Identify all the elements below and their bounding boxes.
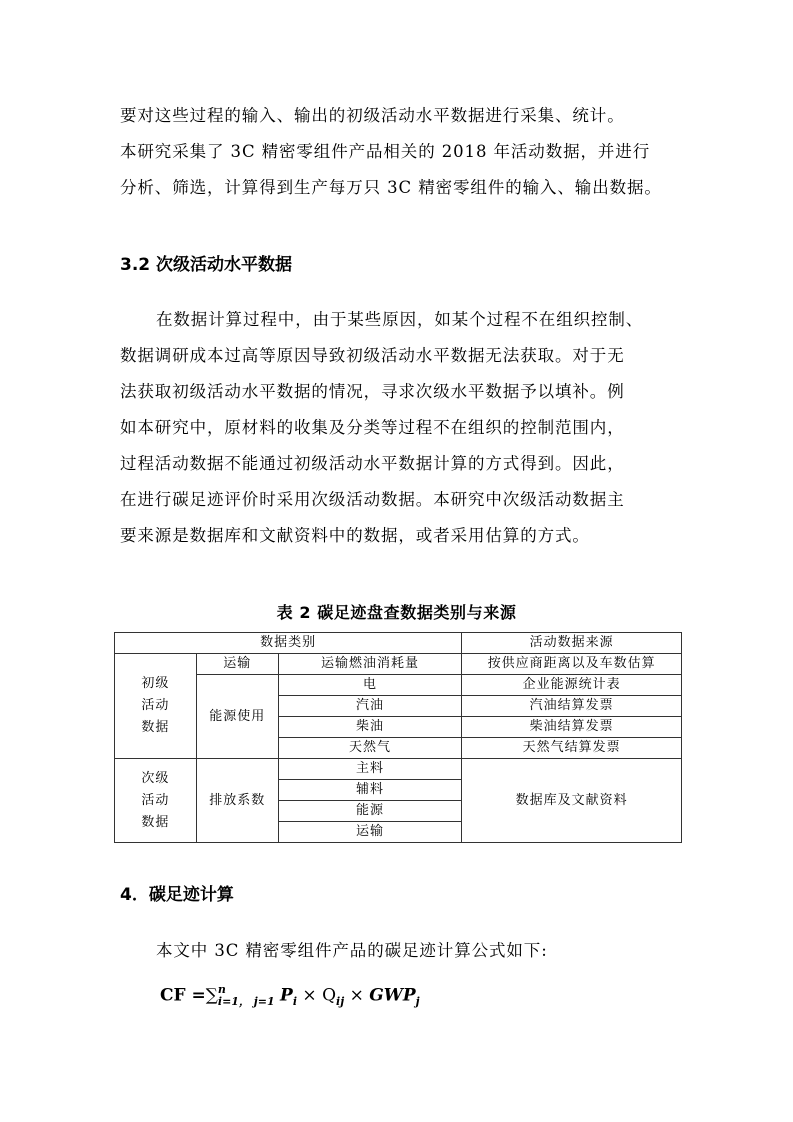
energy-item: 柴油	[278, 717, 462, 738]
formula-q-sub: ij	[336, 994, 345, 1008]
times-sign: ×	[344, 985, 370, 1006]
factor-item: 能源	[278, 801, 462, 822]
table-caption: 表 2 碳足迹盘查数据类别与来源	[276, 603, 517, 622]
emission-factor-label: 排放系数	[196, 759, 278, 843]
factor-item: 辅料	[278, 780, 462, 801]
section-4-paragraph	[120, 933, 680, 969]
intro-line: 要对这些过程的输入、输出的初级活动水平数据进行采集、统计。	[120, 106, 625, 125]
paragraph-line: 数据调研成本过高等原因导致初级活动水平数据无法获取。对于无	[120, 346, 625, 365]
paragraph-line: 本文中 3C 精密零组件产品的碳足迹计算公式如下:	[156, 941, 548, 960]
formula-p-sub: i	[292, 994, 298, 1008]
table-row	[115, 654, 682, 675]
header-source: 活动数据来源	[462, 633, 682, 654]
intro-paragraph	[120, 98, 680, 206]
paragraph-line: 法获取初级活动水平数据的情况，寻求次级水平数据予以填补。例	[120, 382, 625, 401]
energy-item: 汽油	[278, 696, 462, 717]
carbon-footprint-formula	[160, 984, 420, 1008]
data-source-table	[114, 632, 682, 843]
transport-item: 运输燃油消耗量	[278, 654, 462, 675]
summation-symbol: ∑	[205, 985, 218, 1006]
sum-lower: i=1， j=1	[217, 995, 275, 1008]
energy-item: 电	[278, 675, 462, 696]
formula-lhs: CF =	[160, 985, 206, 1006]
section-3-2-paragraph	[120, 302, 680, 554]
energy-source: 天然气结算发票	[462, 738, 682, 759]
table-row	[115, 759, 682, 780]
section-3-2-heading: 3.2 次级活动水平数据	[120, 255, 293, 275]
energy-source: 柴油结算发票	[462, 717, 682, 738]
transport-label: 运输	[196, 654, 278, 675]
section-4-heading: 4．碳足迹计算	[120, 885, 234, 905]
secondary-data-label: 次级 活动 数据	[115, 759, 197, 843]
summation-limits	[218, 984, 275, 1008]
times-sign: ×	[297, 985, 323, 1006]
formula-gwp: GWP	[369, 985, 416, 1006]
sum-upper: n	[217, 983, 226, 996]
paragraph-line: 要来源是数据库和文献资料中的数据，或者采用估算的方式。	[120, 526, 590, 545]
energy-item: 天然气	[278, 738, 462, 759]
formula-q: Q	[322, 985, 337, 1006]
primary-data-label: 初级 活动 数据	[115, 654, 197, 759]
energy-source: 企业能源统计表	[462, 675, 682, 696]
intro-line: 分析、筛选，计算得到生产每万只 3C 精密零组件的输入、输出数据。	[120, 178, 662, 197]
secondary-source: 数据库及文献资料	[462, 759, 682, 843]
energy-use-label: 能源使用	[196, 675, 278, 759]
header-category: 数据类别	[115, 633, 462, 654]
factor-item: 主料	[278, 759, 462, 780]
paragraph-line: 如本研究中，原材料的收集及分类等过程不在组织的控制范围内，	[120, 418, 625, 437]
intro-line: 本研究采集了 3C 精密零组件产品相关的 2018 年活动数据，并进行	[120, 142, 651, 161]
formula-p: P	[280, 985, 293, 1006]
table-header-row	[115, 633, 682, 654]
paragraph-line: 过程活动数据不能通过初级活动水平数据计算的方式得到。因此，	[120, 454, 625, 473]
formula-gwp-sub: j	[415, 994, 420, 1008]
factor-item: 运输	[278, 822, 462, 843]
paragraph-line: 在数据计算过程中，由于某些原因，如某个过程不在组织控制、	[156, 310, 644, 329]
transport-source: 按供应商距离以及车数估算	[462, 654, 682, 675]
table-row	[115, 675, 682, 696]
energy-source: 汽油结算发票	[462, 696, 682, 717]
paragraph-line: 在进行碳足迹评价时采用次级活动数据。本研究中次级活动数据主	[120, 490, 625, 509]
